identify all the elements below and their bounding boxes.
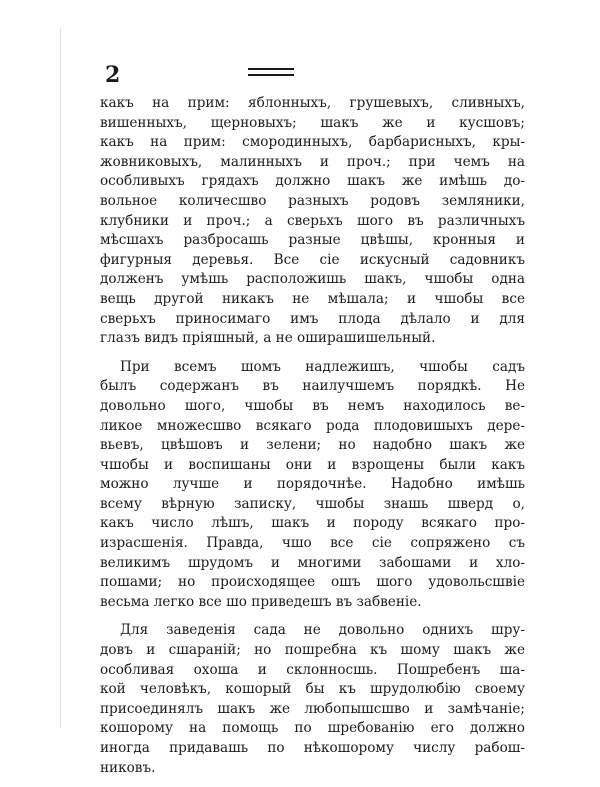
text-line: довольно шого, чшобы въ немъ находилось ве- — [100, 397, 525, 414]
text-line: жовниковыхъ, малинныхъ и проч.; при чемъ на — [100, 153, 525, 170]
text-line: особливая охоша и склонносшь. Пошребенъ ша- — [100, 661, 525, 678]
text-line: кошорому на помощь по шребованію его должно — [100, 720, 525, 737]
text-line: присоединялъ шакъ же любопышсшво и замѣчаніе; — [100, 700, 525, 717]
text-line: великимъ шрудомъ и многими забошами и хло- — [100, 554, 525, 571]
text-line: клубники и проч.; а сверьхъ шого въ различныхъ — [100, 212, 525, 229]
paragraph-3 — [100, 621, 525, 778]
text-line: какъ на прим: смородинныхъ, барбарисныхъ, кры- — [100, 134, 525, 151]
text-line: кой человѣкъ, кошорый бы къ шрудолюбію своему — [100, 681, 525, 698]
text-line: израсшенія. Правда, чшо все сіе сопряжено съ — [100, 535, 525, 552]
text-line: иногда придавашь по нѣкошорому числу рабош- — [100, 740, 525, 756]
text-line: особливыхъ грядахъ должно шакъ же имѣшь до- — [100, 173, 525, 190]
text-line: фигурныя деревья. Все сіе искусный садовникъ — [100, 251, 525, 268]
text-line: довъ и сшараній; но пошребна къ шому шакъ же — [100, 642, 525, 659]
text-line: пошами; но происходящее ошъ шого удовольсшвіе — [100, 574, 525, 591]
header-rule — [248, 68, 294, 76]
text-line: какъ на прим: яблонныхъ, грушевыхъ, сливныхъ, — [100, 95, 525, 111]
body-text — [100, 94, 525, 787]
text-line: вольное количесшво разныхъ родовъ земляники, — [100, 192, 525, 209]
text-line: чшобы и воспишаны они и взрощены были какъ — [100, 456, 525, 473]
text-line: ликое множесшво всякаго рода плодовишыхъ дере- — [100, 417, 525, 434]
paragraph-2 — [100, 358, 525, 613]
text-line: Для заведенія сада не довольно однихъ шру- — [120, 622, 525, 639]
text-line: весьма легко все шо приведешъ въ забвеніе. — [100, 593, 422, 610]
text-line: мѣсшахъ разбросашь разные цвѣшы, кронныя и — [100, 232, 525, 249]
text-line: всему вѣрную записку, чшобы знашь шверд о, — [100, 495, 525, 512]
paragraph-1 — [100, 94, 525, 349]
text-line: долженъ умѣшь расположишь шакъ, чшобы одна — [100, 271, 525, 288]
text-line: сверьхъ приносимаго имъ плода дѣлало и для — [100, 310, 525, 327]
text-line: При всемъ шомъ надлежишъ, чшобы садъ — [120, 358, 525, 375]
text-line: можно лучше и порядочнѣе. Надобно имѣшь — [100, 476, 525, 493]
text-line: вещь другой никакъ не мѣшала; и чшобы все — [100, 290, 525, 307]
text-line: вишенныхъ, щерновыхъ; шакъ же и кусшовъ; — [100, 114, 525, 131]
text-line: никовъ. — [100, 759, 156, 776]
page-number: 2 — [105, 62, 121, 88]
text-line: вьевъ, цвѣшовъ и зелени; но надобно шакъ же — [100, 437, 525, 454]
text-line: былъ содержанъ въ наилучшемъ порядкѣ. Не — [100, 378, 525, 395]
text-line: глазъ видъ пріяшный, а не оширашишельный. — [100, 330, 436, 347]
text-line: какъ число лѣшъ, шакъ и породу всякаго про- — [100, 515, 525, 532]
